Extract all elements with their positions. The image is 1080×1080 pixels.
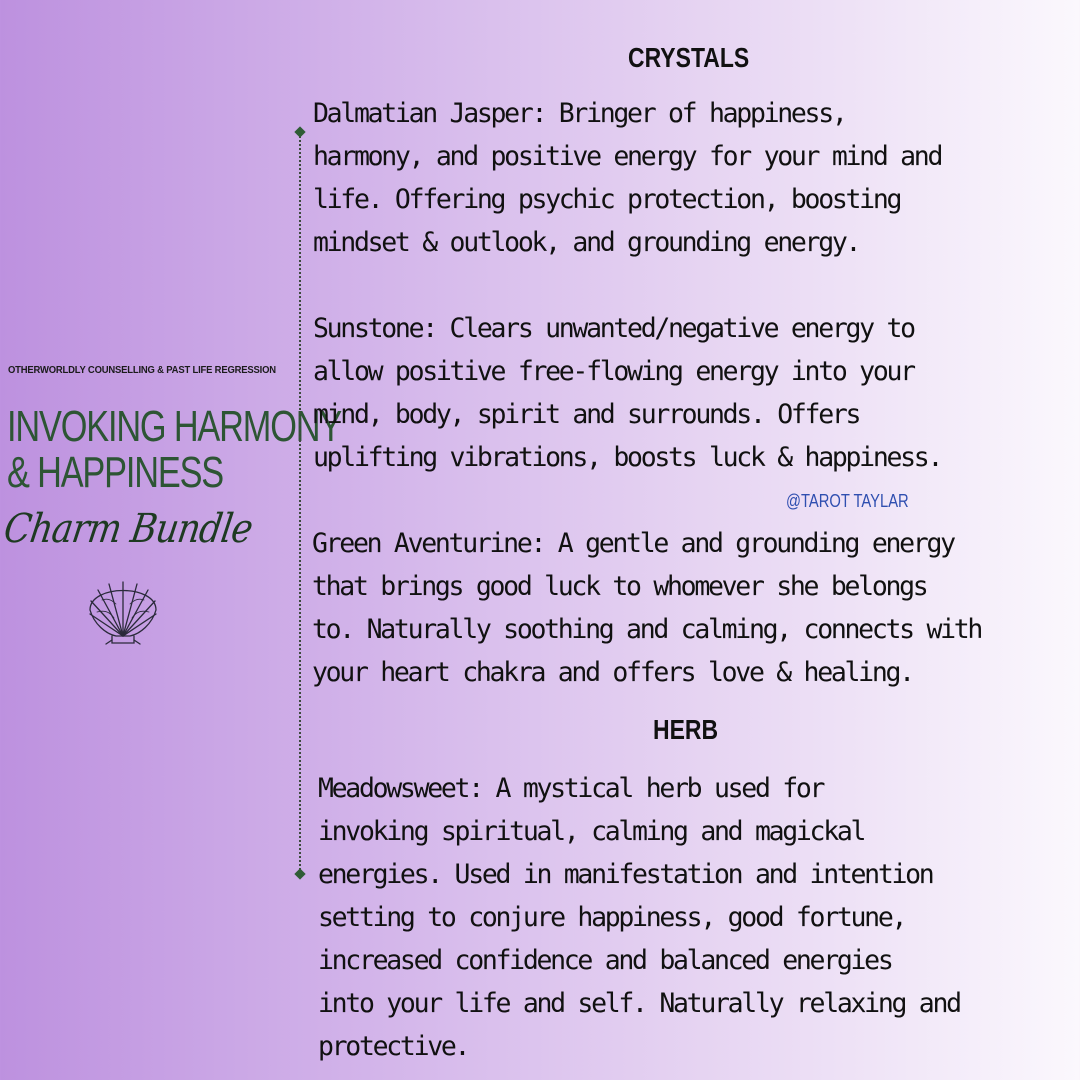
timeline-dotted-line bbox=[299, 132, 301, 874]
social-handle: @TAROT TAYLAR bbox=[786, 491, 909, 511]
charm-bundle-subtitle: Charm Bundle bbox=[0, 506, 256, 552]
section-heading-crystals: CRYSTALS bbox=[628, 42, 750, 73]
brand-organization: OTHERWORLDLY COUNSELLING & PAST LIFE REGRESSION bbox=[8, 364, 276, 376]
timeline-diamond-bottom bbox=[294, 868, 305, 879]
shell-icon bbox=[82, 570, 164, 646]
herb-description-meadowsweet: Meadowsweet: A mystical herb used for invoking spiritual, calming and magickal energies. Used in manifestation and intention setting to conjure happiness, good fortune, increased confidence and balanced energies into your life and self. Naturally relaxing and protective. bbox=[318, 773, 960, 1062]
crystal-description-green-aventurine: Green Aventurine: A gentle and grounding energy that brings good luck to whomever she belongs to. Naturally soothing and calming, connects with your heart chakra and offers love & healing. bbox=[312, 528, 982, 688]
crystal-description-sunstone: Sunstone: Clears unwanted/negative energy to allow positive free-flowing energy into your mind, body, spirit and surrounds. Offers uplifting vibrations, boosts luck & happiness. bbox=[313, 313, 942, 473]
timeline-divider bbox=[298, 132, 302, 874]
page-title-line-2: & HAPPINESS bbox=[7, 448, 224, 497]
timeline-diamond-top bbox=[294, 126, 305, 137]
page-title-line-1: INVOKING HARMONY bbox=[7, 402, 342, 451]
section-heading-herb: HERB bbox=[653, 714, 719, 745]
crystal-description-dalmatian-jasper: Dalmatian Jasper: Bringer of happiness, harmony, and positive energy for your mind and life. Offering psychic protection, boosting mindset & outlook, and grounding energy. bbox=[313, 98, 942, 258]
page-title bbox=[7, 404, 341, 496]
